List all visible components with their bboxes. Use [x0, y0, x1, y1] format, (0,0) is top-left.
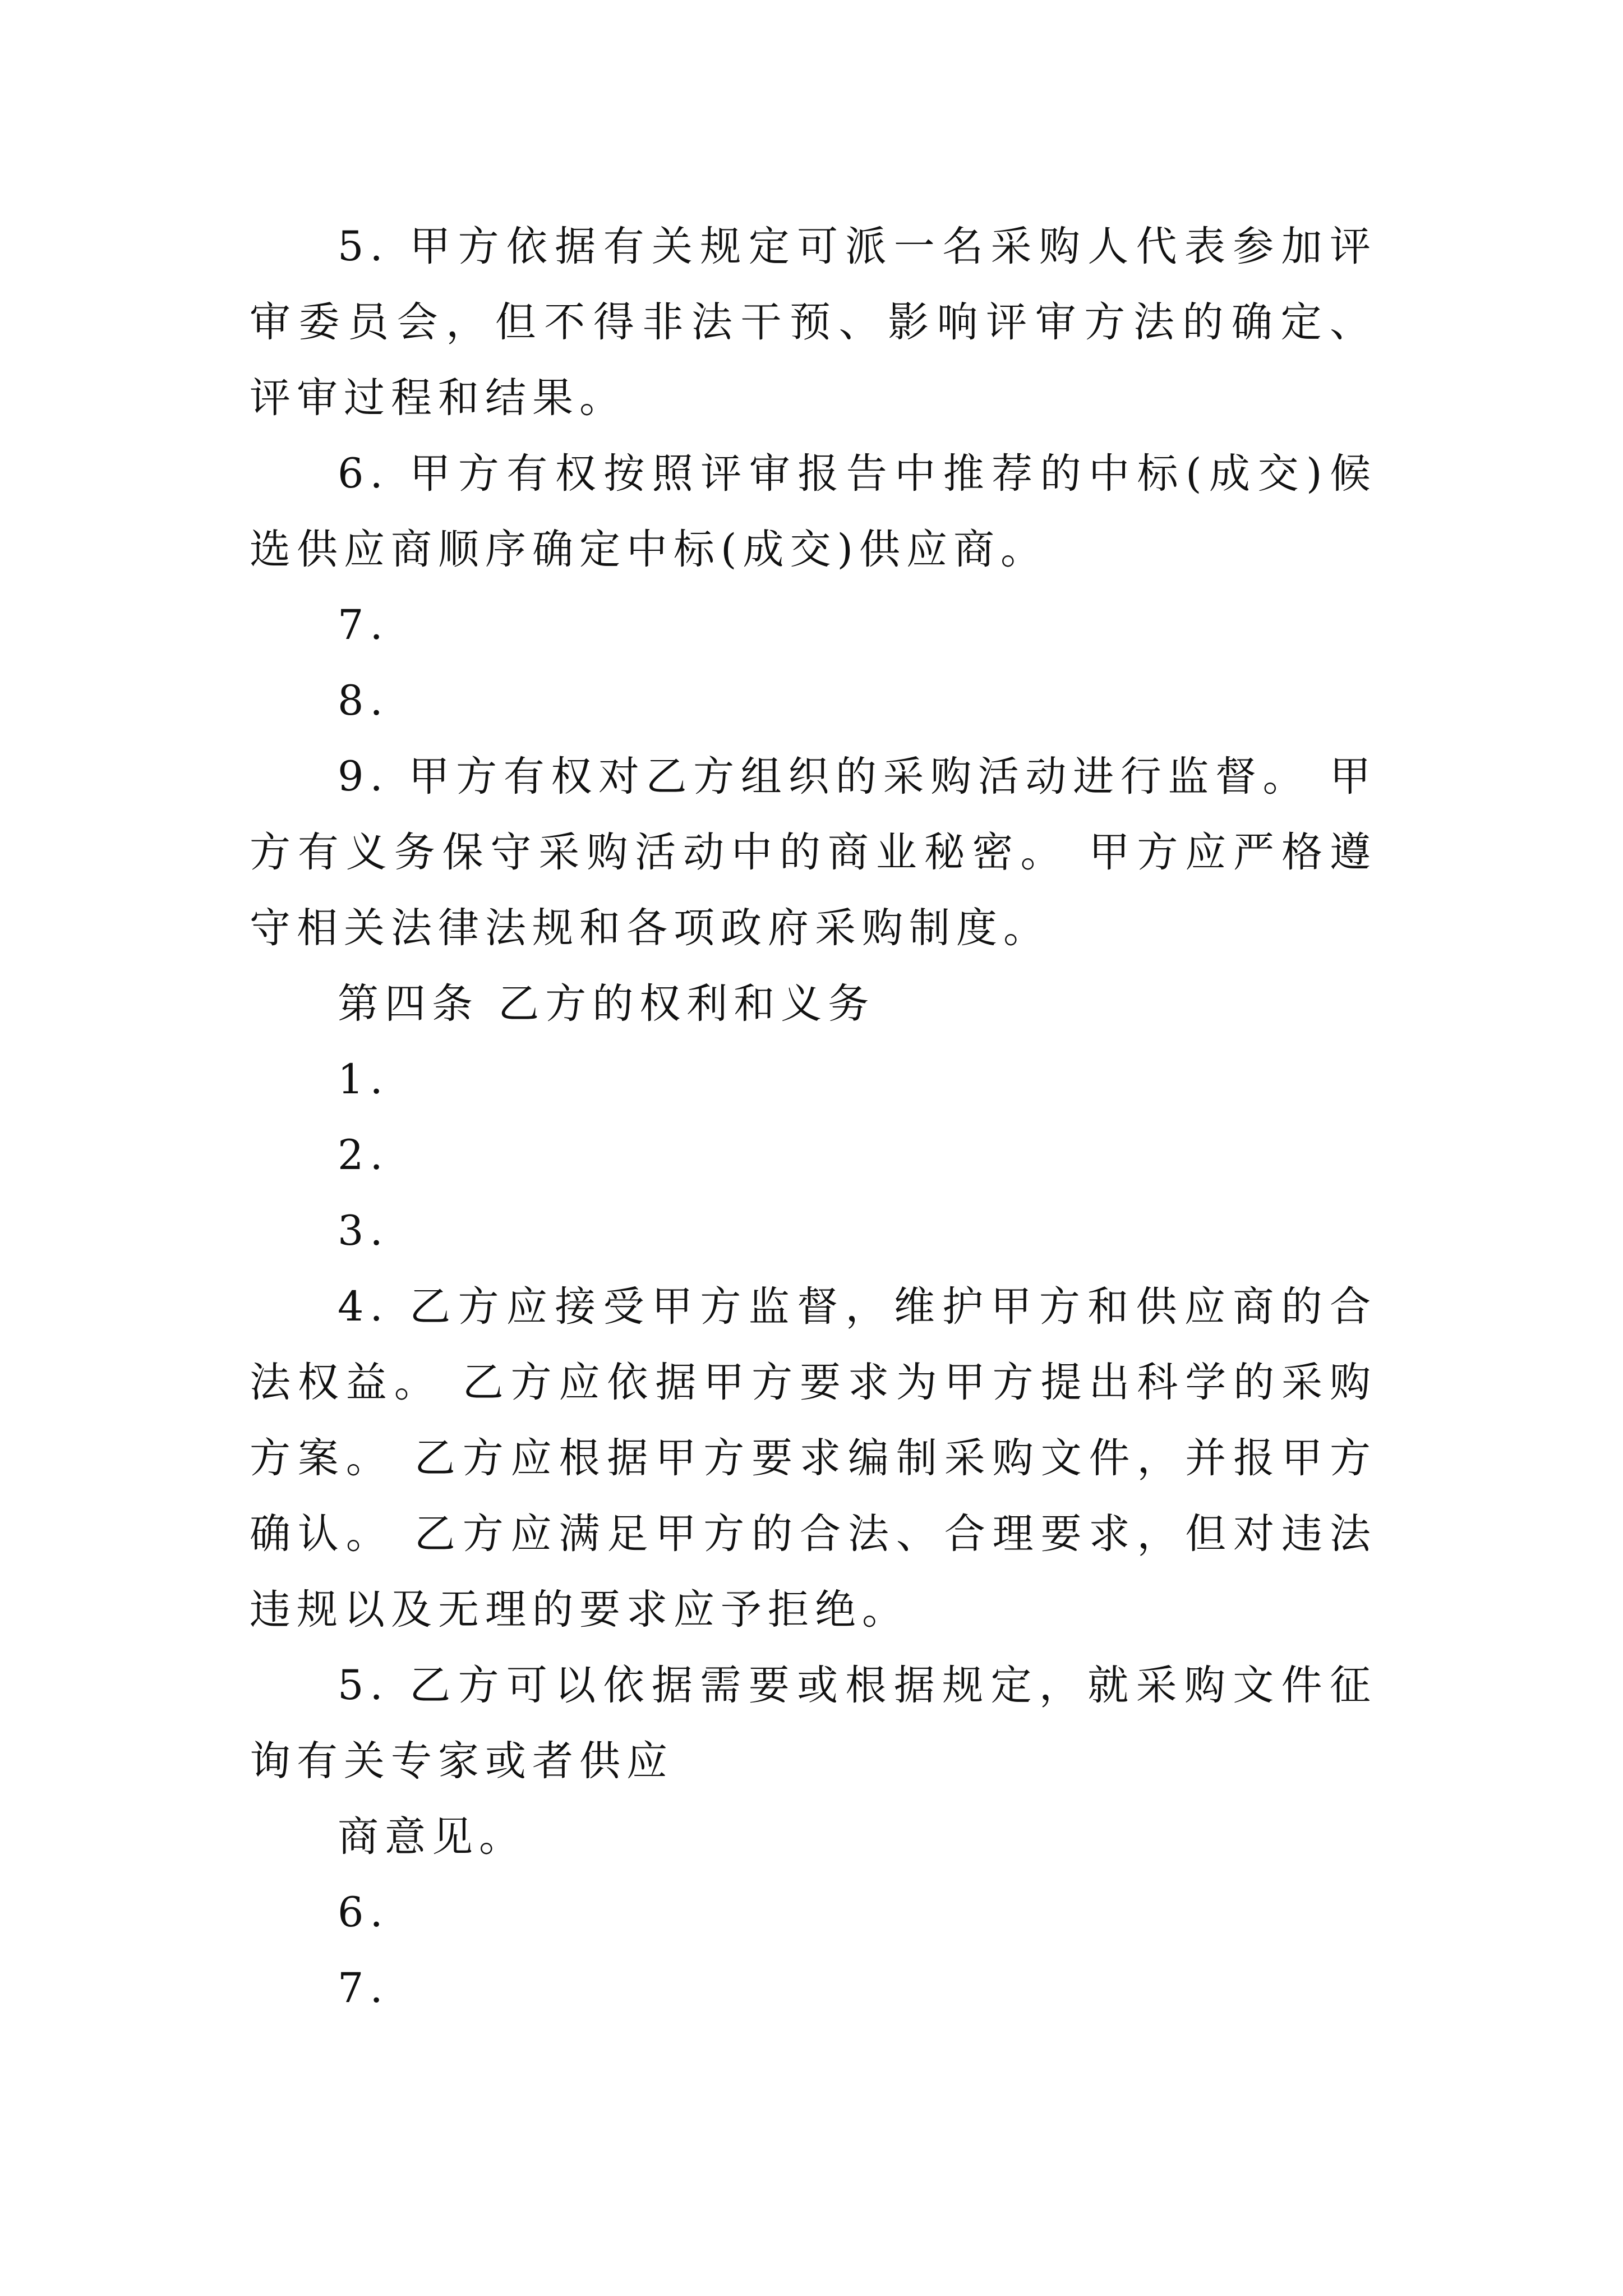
- clause-4-5: 5. 乙方可以依据需要或根据规定，就采购文件征询有关专家或者供应: [250, 1662, 1377, 1785]
- clause-4-4: 4. 乙方应接受甲方监督，维护甲方和供应商的合法权益。 乙方应依据甲方要求为甲方提出科学的采购方案。 乙方应根据甲方要求编制采购文件，并报甲方确认。 乙方应满足甲方的合法、合理要求，但对违法违规以及无理的要求应予拒绝。: [250, 1283, 1377, 1634]
- clause-3-9: 9. 甲方有权对乙方组织的采购活动进行监督。 甲方有义务保守采购活动中的商业秘密。 甲方应严格遵守相关法律法规和各项政府采购制度。: [250, 753, 1377, 952]
- clause-3-7: 7.: [338, 601, 389, 649]
- document-body: [250, 209, 1377, 2026]
- clause-3-8: 8.: [338, 677, 389, 725]
- article-4-heading: 第四条 乙方的权利和义务: [338, 980, 875, 1028]
- clause-4-7: 7.: [338, 1964, 389, 2012]
- clause-3-5: 5. 甲方依据有关规定可派一名采购人代表参加评审委员会，但不得非法干预、影响评审方法的确定、评审过程和结果。: [250, 223, 1377, 422]
- clause-4-6: 6.: [338, 1889, 389, 1936]
- clause-4-3: 3.: [338, 1207, 389, 1255]
- clause-3-6: 6. 甲方有权按照评审报告中推荐的中标(成交)候选供应商顺序确定中标(成交)供应商。: [250, 450, 1377, 573]
- clause-4-1: 1.: [338, 1056, 389, 1103]
- clause-4-5-continuation: 商意见。: [338, 1813, 526, 1861]
- clause-4-2: 2.: [338, 1131, 389, 1179]
